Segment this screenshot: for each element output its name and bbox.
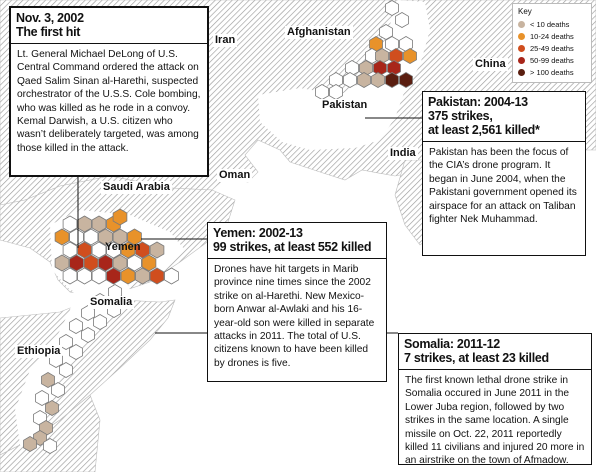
legend bbox=[512, 3, 592, 83]
first-hit-subtitle: The first hit bbox=[16, 25, 81, 39]
legend-item bbox=[518, 42, 586, 54]
strike-hex bbox=[70, 319, 83, 334]
first-hit-date: Nov. 3, 2002 bbox=[16, 11, 84, 25]
strike-hex bbox=[136, 268, 150, 284]
legend-label: > 100 deaths bbox=[530, 67, 574, 77]
label-yemen: Yemen bbox=[105, 241, 141, 253]
strike-hex bbox=[70, 345, 83, 360]
first-hit-heading bbox=[11, 8, 207, 44]
strike-hex bbox=[358, 73, 371, 88]
pakistan-killed: at least 2,561 killed* bbox=[428, 123, 540, 137]
strike-hex bbox=[78, 268, 92, 284]
strike-hex bbox=[386, 1, 399, 16]
strike-hex bbox=[372, 73, 385, 88]
strike-hex bbox=[82, 328, 95, 343]
label-india: India bbox=[390, 147, 416, 159]
strike-hex bbox=[330, 85, 343, 100]
legend-label: 25-49 deaths bbox=[530, 43, 574, 53]
legend-label: < 10 deaths bbox=[530, 19, 570, 29]
strike-hex bbox=[44, 439, 57, 454]
pakistan-callout bbox=[422, 91, 586, 256]
somalia-text: The first known lethal drone strike in Somalia occured in June 2011 in the Lower Juba region, followed by two strikes in the same location. A single missile on Oct. 22, 2011 reportedly killed 11 civilians and injured 20 more in an airstrike on the town of Afmadow. bbox=[405, 375, 585, 467]
strike-hex bbox=[107, 268, 121, 284]
strike-hex bbox=[386, 73, 399, 88]
legend-label: 10-24 deaths bbox=[530, 31, 574, 41]
strike-hex bbox=[55, 229, 69, 245]
label-saudi-arabia: Saudi Arabia bbox=[103, 181, 170, 193]
yemen-period: Yemen: 2002-13 bbox=[213, 226, 303, 240]
label-china: China bbox=[475, 58, 506, 70]
pakistan-period: Pakistan: 2004-13 bbox=[428, 95, 528, 109]
pakistan-text: Pakistan has been the focus of the CIA’s drone program. It began in June 2004, when the Pakistani government opened its airspace for an attack on Taliban fighter Nek Muhammad. bbox=[429, 147, 577, 226]
strike-hex bbox=[113, 209, 127, 225]
strike-hex bbox=[24, 437, 37, 452]
legend-item bbox=[518, 66, 586, 78]
strike-hex bbox=[46, 401, 59, 416]
yemen-text: Drones have hit targets in Marib province nine times since the 2002 strike on al-Harethi. New Mexico-born Anwar al-Awlaki and his 16-year-old son were killed in separate attacks in 2011. The total of U.S. citizens known to have been killed by drones is five. bbox=[214, 264, 375, 369]
strike-hex bbox=[344, 73, 357, 88]
strike-hex bbox=[316, 85, 329, 100]
strike-hex bbox=[121, 268, 135, 284]
somalia-period: Somalia: 2011-12 bbox=[404, 337, 500, 351]
strike-hex bbox=[150, 268, 164, 284]
somalia-callout bbox=[398, 333, 592, 465]
strike-hex bbox=[55, 255, 69, 271]
legend-swatch bbox=[518, 33, 525, 40]
strike-hex bbox=[52, 383, 65, 398]
label-iran: Iran bbox=[215, 34, 236, 46]
strike-hex bbox=[404, 49, 417, 64]
pakistan-strikes: 375 strikes, bbox=[428, 109, 493, 123]
pakistan-heading bbox=[423, 92, 585, 142]
label-somalia: Somalia bbox=[90, 296, 133, 308]
legend-label: 50-99 deaths bbox=[530, 55, 574, 65]
yemen-strikes: 99 strikes, at least 552 killed bbox=[213, 240, 372, 254]
label-oman: Oman bbox=[219, 169, 251, 181]
legend-swatch bbox=[518, 45, 525, 52]
legend-swatch bbox=[518, 57, 525, 64]
strike-hex bbox=[92, 268, 106, 284]
strike-hex bbox=[400, 73, 413, 88]
yemen-heading bbox=[208, 223, 386, 259]
label-ethiopia: Ethiopia bbox=[17, 345, 61, 357]
strike-hex bbox=[94, 315, 107, 330]
strike-hex bbox=[63, 268, 77, 284]
somalia-strikes: 7 strikes, at least 23 killed bbox=[404, 351, 549, 365]
legend-title: Key bbox=[518, 7, 532, 16]
label-pakistan: Pakistan bbox=[322, 99, 368, 111]
legend-item bbox=[518, 18, 586, 30]
first-hit-callout bbox=[9, 6, 209, 177]
legend-item bbox=[518, 54, 586, 66]
strike-hex bbox=[165, 268, 179, 284]
somalia-heading bbox=[399, 334, 591, 370]
legend-item bbox=[518, 30, 586, 42]
legend-swatch bbox=[518, 21, 525, 28]
strike-hex bbox=[60, 363, 73, 378]
legend-swatch bbox=[518, 69, 525, 76]
strike-hex bbox=[150, 242, 164, 258]
strike-hex bbox=[396, 13, 409, 28]
first-hit-text: Lt. General Michael DeLong of U.S. Central Command ordered the attack on Qaed Salim Sinan al-Harethi, suspected orchestrator of the U.S.S. Cole bombing, who was killed as he rode in a convoy. Kemal Darwish, a U.S. citizen who wasn’t deliberately targeted, was among those killed in the attack. bbox=[17, 49, 201, 154]
label-afghanistan: Afghanistan bbox=[287, 26, 351, 38]
yemen-callout bbox=[207, 222, 387, 382]
